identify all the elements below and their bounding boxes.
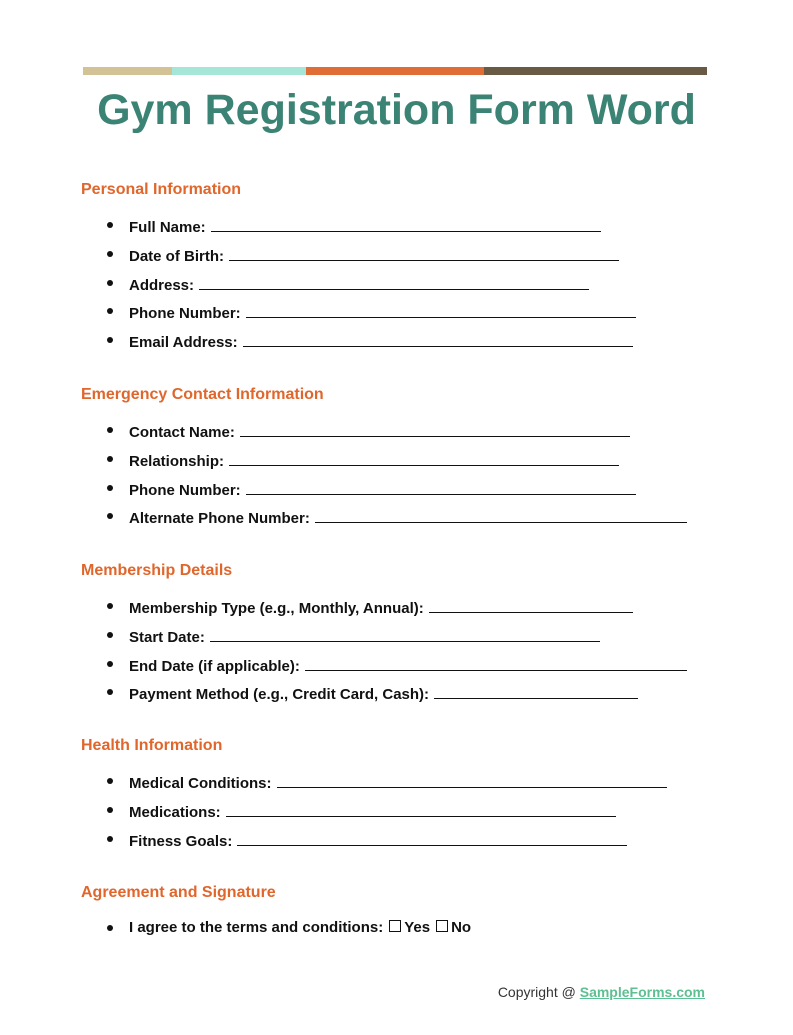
field-label: End Date (if applicable): (129, 657, 300, 675)
bullet-icon (107, 427, 113, 433)
field-start-date (81, 625, 687, 654)
medical-conditions-input-line[interactable] (277, 771, 667, 788)
field-label: Start Date: (129, 628, 205, 646)
field-label: Membership Type (e.g., Monthly, Annual): (129, 600, 424, 617)
no-checkbox[interactable] (436, 920, 448, 932)
bullet-icon (107, 456, 113, 462)
field-list (81, 215, 636, 359)
field-label: Fitness Goals: (129, 832, 233, 850)
bullet-icon (107, 337, 113, 343)
full-name-input-line[interactable] (211, 215, 601, 232)
bullet-icon (107, 603, 113, 609)
end-date-input-line[interactable] (305, 654, 687, 671)
bullet-icon (107, 689, 113, 695)
field-label: Address: (129, 276, 195, 294)
field-label: Phone Number: (129, 481, 241, 499)
field-label: Alternate Phone Number: (129, 510, 310, 528)
bullet-icon (107, 632, 113, 638)
emergency-phone-input-line[interactable] (246, 478, 636, 495)
bullet-icon (107, 925, 113, 931)
yes-option-label: Yes (404, 919, 431, 936)
bullet-icon (107, 280, 113, 286)
bullet-icon (107, 661, 113, 667)
field-label: Payment Method (e.g., Credit Card, Cash): (129, 686, 430, 704)
field-emergency-phone-number (81, 478, 687, 507)
field-label: Date of Birth: (129, 247, 224, 265)
sampleforms-link[interactable]: SampleForms.com (579, 984, 705, 1000)
section-heading: Agreement and Signature (81, 884, 276, 901)
membership-type-input-line[interactable] (429, 596, 633, 613)
fitness-goals-input-line[interactable] (237, 829, 627, 846)
agreement-item (81, 918, 471, 947)
section-agreement (81, 883, 721, 936)
copyright-prefix: Copyright @ (497, 984, 580, 1000)
field-phone-number (81, 301, 636, 330)
field-email-address (81, 330, 636, 359)
agreement-label: I agree to the terms and conditions: (129, 919, 384, 936)
bullet-icon (107, 778, 113, 784)
section-heading: Personal Information (81, 181, 242, 198)
section-heading: Health Information (81, 737, 223, 754)
header-color-bar (83, 67, 707, 75)
bullet-icon (107, 513, 113, 519)
field-label: Medical Conditions: (129, 775, 272, 792)
color-bar-segment (172, 67, 306, 75)
field-medical-conditions (81, 771, 667, 800)
address-input-line[interactable] (199, 273, 589, 290)
field-payment-method (81, 682, 687, 711)
field-address (81, 273, 636, 302)
bullet-icon (107, 807, 113, 813)
date-of-birth-input-line[interactable] (229, 244, 619, 261)
section-emergency-contact (81, 385, 721, 528)
payment-method-input-line[interactable] (434, 682, 638, 699)
contact-name-input-line[interactable] (240, 420, 630, 437)
field-medications (81, 800, 667, 829)
field-fitness-goals (81, 829, 667, 858)
color-bar-segment (306, 67, 484, 75)
field-label: Contact Name: (129, 424, 235, 441)
field-label: Medications: (129, 803, 221, 821)
field-relationship (81, 449, 687, 478)
field-list (81, 596, 687, 711)
field-label: Relationship: (129, 452, 225, 470)
relationship-input-line[interactable] (229, 449, 619, 466)
bullet-icon (107, 308, 113, 314)
email-address-input-line[interactable] (243, 330, 633, 347)
copyright-footer (498, 983, 705, 1001)
field-label: Phone Number: (129, 305, 241, 323)
alternate-phone-input-line[interactable] (315, 506, 687, 523)
field-list (81, 420, 687, 535)
medications-input-line[interactable] (226, 800, 616, 817)
color-bar-segment (484, 67, 707, 75)
field-contact-name (81, 420, 687, 449)
bullet-icon (107, 251, 113, 257)
document-title: Gym Registration Form Word (97, 86, 696, 134)
section-personal-information (81, 180, 721, 352)
section-heading: Emergency Contact Information (81, 386, 324, 403)
no-option-label: No (451, 919, 472, 936)
field-list (81, 918, 471, 947)
field-full-name (81, 215, 636, 244)
phone-number-input-line[interactable] (246, 301, 636, 318)
section-membership-details (81, 561, 721, 704)
start-date-input-line[interactable] (210, 625, 600, 642)
yes-checkbox[interactable] (389, 920, 401, 932)
bullet-icon (107, 485, 113, 491)
field-list (81, 771, 667, 857)
bullet-icon (107, 222, 113, 228)
field-date-of-birth (81, 244, 636, 273)
field-alternate-phone-number (81, 506, 687, 535)
section-heading: Membership Details (81, 562, 233, 579)
section-health-information (81, 736, 721, 850)
field-end-date (81, 654, 687, 683)
field-membership-type (81, 596, 687, 625)
bullet-icon (107, 836, 113, 842)
color-bar-segment (83, 67, 172, 75)
field-label: Email Address: (129, 334, 238, 352)
field-label: Full Name: (129, 219, 206, 236)
